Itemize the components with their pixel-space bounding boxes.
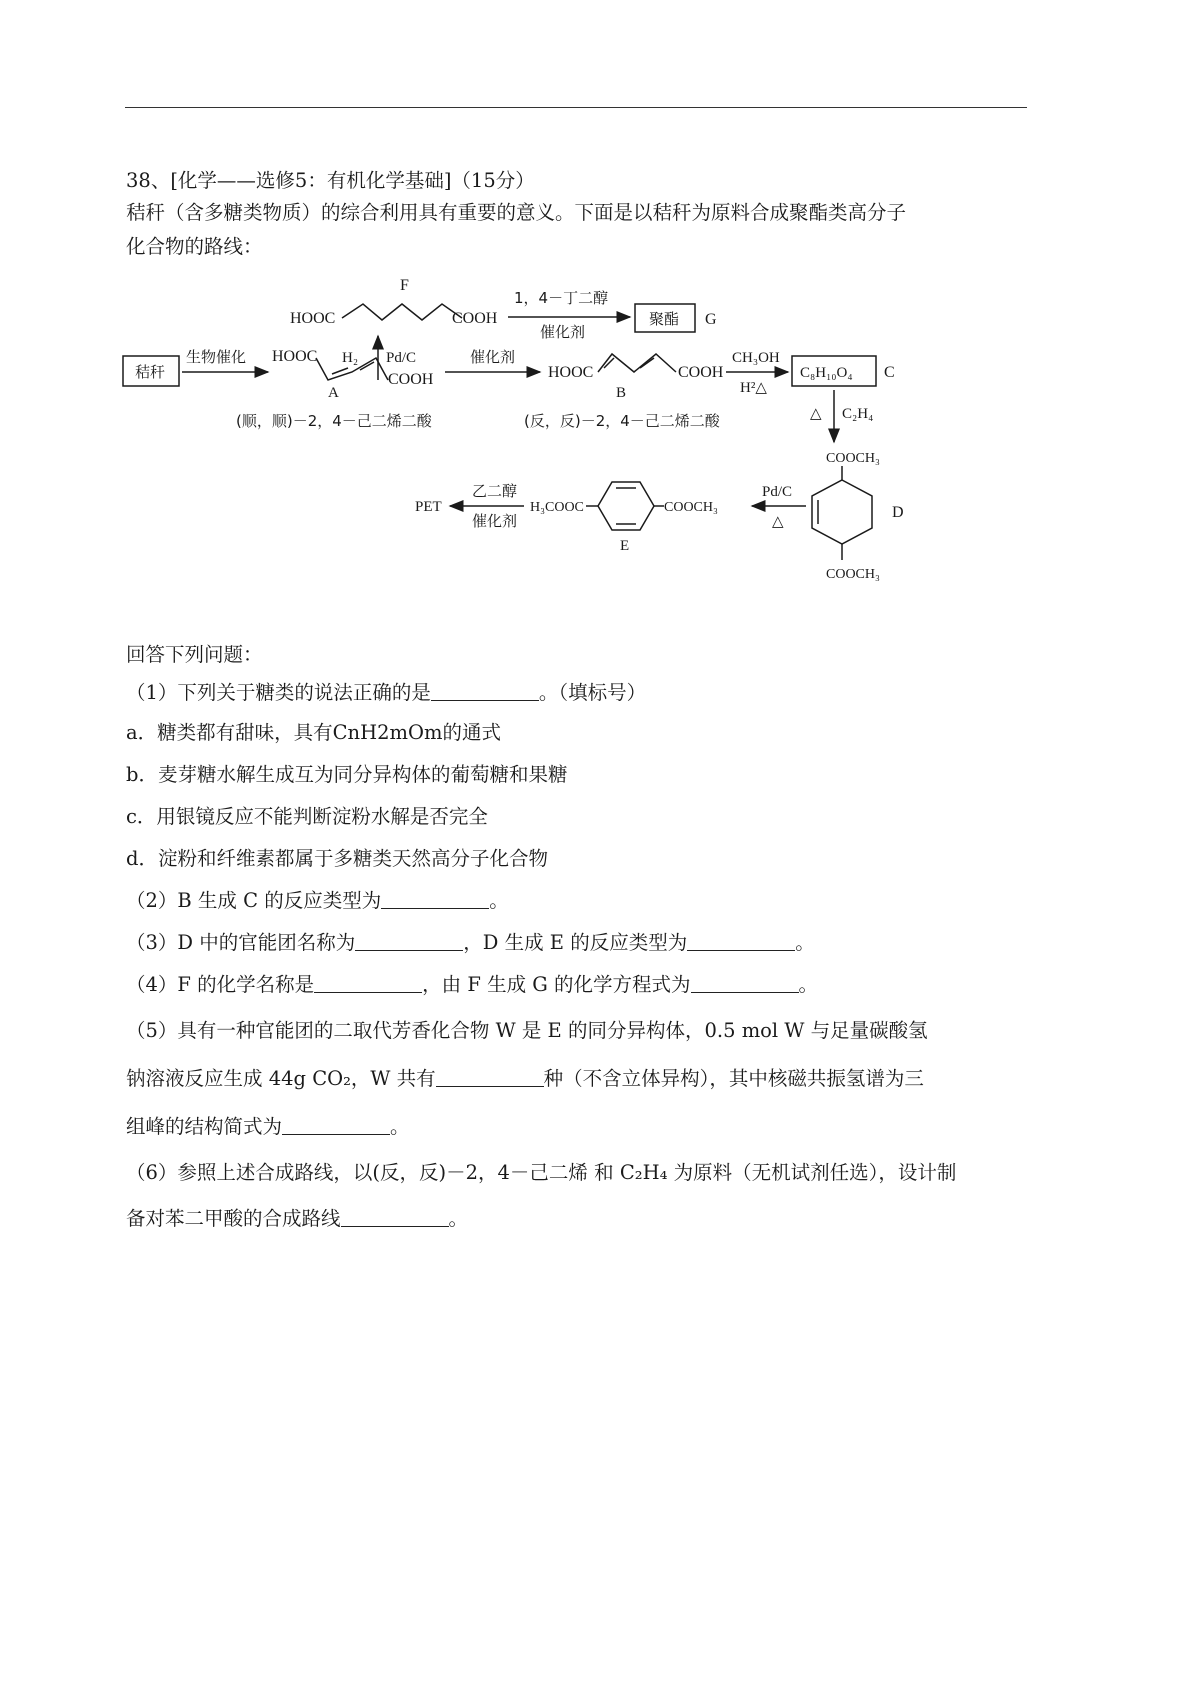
- reagent-catalyst-2: 催化剂: [470, 348, 516, 366]
- reagent-h-delta: H²△: [740, 380, 767, 396]
- answer-blank-3b[interactable]: [687, 932, 795, 951]
- reagent-pdc-2: Pd/C: [762, 484, 793, 500]
- B-name: (反，反)－2，4－己二烯二酸: [524, 412, 720, 430]
- D-ring: [812, 480, 872, 544]
- label-D: D: [892, 504, 904, 521]
- label-A: A: [328, 385, 339, 401]
- answer-blank-5a[interactable]: [436, 1068, 544, 1087]
- F-hooc: HOOC: [290, 310, 336, 327]
- D-cooch3-bottom: COOCH₃: [826, 567, 880, 582]
- answer-blank-2[interactable]: [381, 890, 489, 909]
- reagent-h2: H₂: [342, 350, 359, 366]
- B-hooc: HOOC: [548, 364, 594, 381]
- reagent-butanediol: 1，4－丁二醇: [514, 289, 609, 307]
- option-c: c．用银镜反应不能判断淀粉水解是否完全: [126, 805, 488, 828]
- A-hooc: HOOC: [272, 348, 318, 365]
- question-5-line-1: （5）具有一种官能团的二取代芳香化合物 W 是 E 的同分异构体，0.5 mol W 与足量碳酸氢: [126, 1019, 928, 1042]
- question-4: （4）F 的化学名称是 ，由 F 生成 G 的化学方程式为 。: [126, 973, 819, 996]
- intro-line-1: 秸秆（含多糖类物质）的综合利用具有重要的意义。下面是以秸秆为原料合成聚酯类高分子: [126, 201, 907, 224]
- E-h3cooc: H₃COOC: [530, 500, 584, 515]
- question-5-line-3: 组峰的结构简式为 。: [126, 1115, 410, 1138]
- answer-blank-4b[interactable]: [691, 974, 799, 993]
- question-2: （2）B 生成 C 的反应类型为 。: [126, 889, 509, 912]
- label-F: F: [400, 277, 409, 294]
- F-cooh: COOH: [452, 310, 498, 327]
- answer-blank-5b[interactable]: [282, 1116, 390, 1135]
- question-3: （3）D 中的官能团名称为 ，D 生成 E 的反应类型为 。: [126, 931, 815, 954]
- reagent-ethylene-glycol: 乙二醇: [472, 482, 518, 500]
- label-E: E: [620, 538, 630, 554]
- answer-blank-6[interactable]: [341, 1208, 449, 1227]
- B-cooh: COOH: [678, 364, 724, 381]
- question-5-line-2: 钠溶液反应生成 44g CO₂，W 共有 种（不含立体异构），其中核磁共振氢谱为三: [126, 1067, 924, 1090]
- reagent-delta-2: △: [772, 514, 784, 530]
- label-PET: PET: [415, 499, 442, 515]
- synthesis-scheme: [120, 270, 1000, 620]
- reagent-delta-1: △: [810, 406, 822, 422]
- B-double-2: [640, 358, 654, 368]
- questions-prompt: 回答下列问题：: [126, 643, 263, 666]
- reagent-methanol: CH₃OH: [732, 350, 780, 366]
- header-rule: [125, 107, 1027, 108]
- C-formula: C₈H₁₀O₄: [800, 365, 853, 381]
- question-6-line-1: （6）参照上述合成路线，以(反，反)－2，4－己二烯 和 C₂H₄ 为原料（无机试剂任选），设计制: [126, 1161, 957, 1184]
- reagent-bio: 生物催化: [186, 348, 247, 366]
- A-cooh: COOH: [388, 371, 434, 388]
- option-d: d．淀粉和纤维素都属于多糖类天然高分子化合物: [126, 847, 548, 870]
- label-B: B: [616, 385, 627, 401]
- question-1: （1）下列关于糖类的说法正确的是 。（填标号）: [126, 681, 647, 704]
- A-name: (顺，顺)－2，4－己二烯二酸: [236, 412, 432, 430]
- E-cooch3: COOCH₃: [664, 500, 718, 515]
- reagent-pdc-1: Pd/C: [386, 350, 417, 366]
- option-a: a．糖类都有甜味，具有CnH2mOm的通式: [126, 721, 502, 744]
- option-b: b．麦芽糖水解生成互为同分异构体的葡萄糖和果糖: [126, 763, 568, 786]
- label-polyester: 聚酯: [649, 310, 680, 328]
- label-C: C: [884, 364, 895, 381]
- question-title: 38、[化学——选修5：有机化学基础]（15分）: [126, 169, 535, 192]
- question-6-line-2: 备对苯二甲酸的合成路线 。: [126, 1207, 469, 1230]
- answer-blank-4a[interactable]: [314, 974, 422, 993]
- reagent-ethene: C₂H₄: [842, 406, 874, 422]
- answer-blank-1[interactable]: [431, 682, 539, 701]
- E-ring: [598, 482, 654, 530]
- answer-blank-3a[interactable]: [355, 932, 463, 951]
- A-double-1: [332, 368, 348, 374]
- label-G: G: [705, 311, 717, 328]
- intro-line-2: 化合物的路线：: [126, 235, 263, 258]
- reagent-catalyst-3: 催化剂: [472, 512, 518, 530]
- D-cooch3-top: COOCH₃: [826, 451, 880, 466]
- F-chain: [342, 304, 462, 320]
- label-straw: 秸秆: [135, 363, 166, 381]
- reagent-catalyst-1: 催化剂: [540, 323, 586, 341]
- formula-cnh2mom: CnH2mOm: [332, 721, 443, 744]
